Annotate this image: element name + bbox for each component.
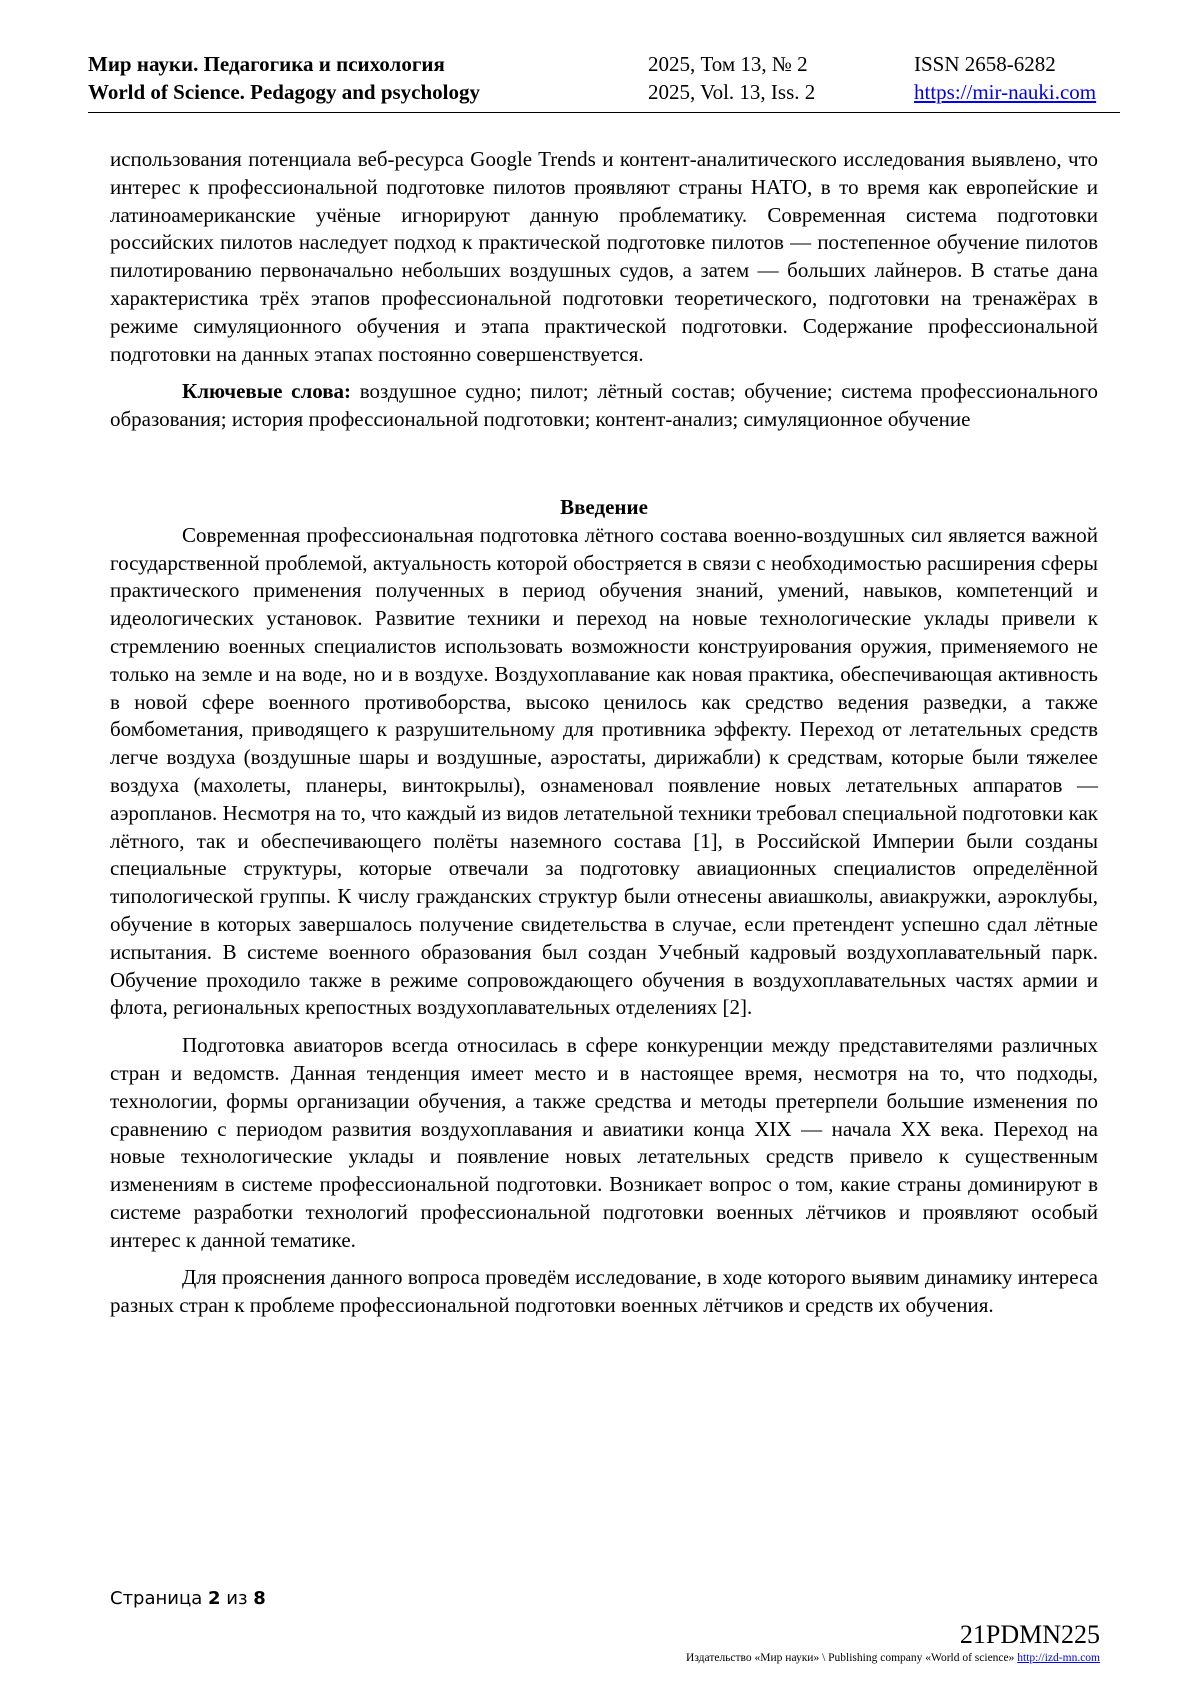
keywords xyxy=(110,378,1098,434)
volume-ru: 2025, Том 13, № 2 xyxy=(648,52,808,76)
page-of: из xyxy=(226,1588,248,1609)
volume-block xyxy=(648,50,815,106)
paragraph: Современная профессиональная подготовка лётного состава военно-воздушных сил является важной государственной проблемой, актуальность которой обостряется в связи с необходимостью расширения сферы практического применения полученных в период обучения знаний, умений, навыков, компетенций и идеологических установок. Развитие техники и переход на новые технологические уклады привели к стремлению военных специалистов использовать возможности конструирования оружия, применяемого не только на земле и на воде, но и в воздухе. Воздухоплавание как новая практика, обеспечивающая активность в новой сфере военного противоборства, высоко ценилось как средство ведения разведки, а также бомбометания, приводящего к разрушительному для противника эффекту. Переход от летательных средств легче воздуха (воздушные шары и воздушные, аэростаты, дирижабли) к средствам, которые были тяжелее воздуха (махолеты, планеры, винтокрылы), ознаменовал появление новых летательных аппаратов — аэропланов. Несмотря на то, что каждый из видов летательной техники требовал специальной подготовки как лётного, так и обеспечивающего полёты наземного состава [1], в Российской Империи были созданы специальные структуры, которые отвечали за подготовку авиационных специалистов определённой типологической группы. К числу гражданских структур были отнесены авиашколы, авиакружки, аэроклубы, обучение в которых завершалось получение свидетельства в случае, если претендент успешно сдал лётные испытания. В системе военного образования был создан Учебный кадровый воздухоплавательный парк. Обучение проходило также в режиме сопровождающего обучения в воздухоплавательных частях армии и флота, региональных крепостных воздухоплавательных отделениях [2]. xyxy=(110,522,1098,1020)
page-content xyxy=(110,146,1098,1320)
issn-block xyxy=(914,50,1096,106)
issn: ISSN 2658-6282 xyxy=(914,52,1056,76)
paragraph: Для прояснения данного вопроса проведём исследование, в ходе которого выявим динамику интереса разных стран к проблеме профессиональной подготовки военных лётчиков и средств их обучения. xyxy=(110,1265,1098,1318)
page-counter xyxy=(110,1588,266,1609)
volume-en: 2025, Vol. 13, Iss. 2 xyxy=(648,80,816,104)
page-label: Страница xyxy=(110,1588,203,1609)
publisher-line xyxy=(686,1652,1100,1664)
keywords-label: Ключевые слова: xyxy=(182,379,352,404)
journal-title-en: World of Science. Pedagogy and psychology xyxy=(88,80,481,104)
keywords-list: воздушное судно; пилот; лётный состав; обучение; система профессионального образования; история профессиональной подготовки; контент-анализ; симуляционное обучение xyxy=(110,379,1098,432)
paragraph: Подготовка авиаторов всегда относилась в сфере конкуренции между представителями различных стран и ведомств. Данная тенденция имеет место и в настоящее время, несмотря на то, что подходы, технологии, формы организации обучения, а также средства и методы претерпели большие изменения по сравнению с периодом развития воздухоплавания и авиатики конца XIX — начала XX века. Переход на новые технологические уклады и появление новых летательных средств привело к существенным изменениям в системе профессиональной подготовки. Возникает вопрос о том, какие страны доминируют в системе разработки технологий профессиональной подготовки военных лётчиков и проявляют особый интерес к данной тематике. xyxy=(110,1033,1098,1252)
website-link[interactable]: https://mir-nauki.com xyxy=(914,80,1097,104)
journal-title-block xyxy=(88,50,480,106)
publisher-text: Издательство «Мир науки» \ Publishing company «World of science» xyxy=(686,1652,1015,1664)
page-current: 2 xyxy=(208,1588,221,1609)
journal-title-ru: Мир науки. Педагогика и психология xyxy=(88,52,445,76)
abstract-text: использования потенциала веб-ресурса Google Trends и контент-аналитического исследования выявлено, что интерес к профессиональной подготовке пилотов проявляют страны НАТО, в то время как европейские и латиноамериканские учёные игнорируют данную проблематику. Современная система подготовки российских пилотов наследует подход к практической подготовке пилотов — постепенное обучение пилотов пилотированию первоначально небольших воздушных судов, а затем — больших лайнеров. В статье дана характеристика трёх этапов профессиональной подготовки теоретического, подготовки на тренажёрах в режиме симуляционного обучения и этапа практической подготовки. Содержание профессиональной подготовки на данных этапах постоянно совершенствуется. xyxy=(110,147,1098,366)
section-title: Введение xyxy=(560,494,648,519)
document-code: 21PDMN225 xyxy=(959,1620,1100,1649)
page-total: 8 xyxy=(253,1588,266,1609)
journal-header xyxy=(88,50,1120,113)
publisher-link[interactable]: http://izd-mn.com xyxy=(1017,1652,1100,1664)
